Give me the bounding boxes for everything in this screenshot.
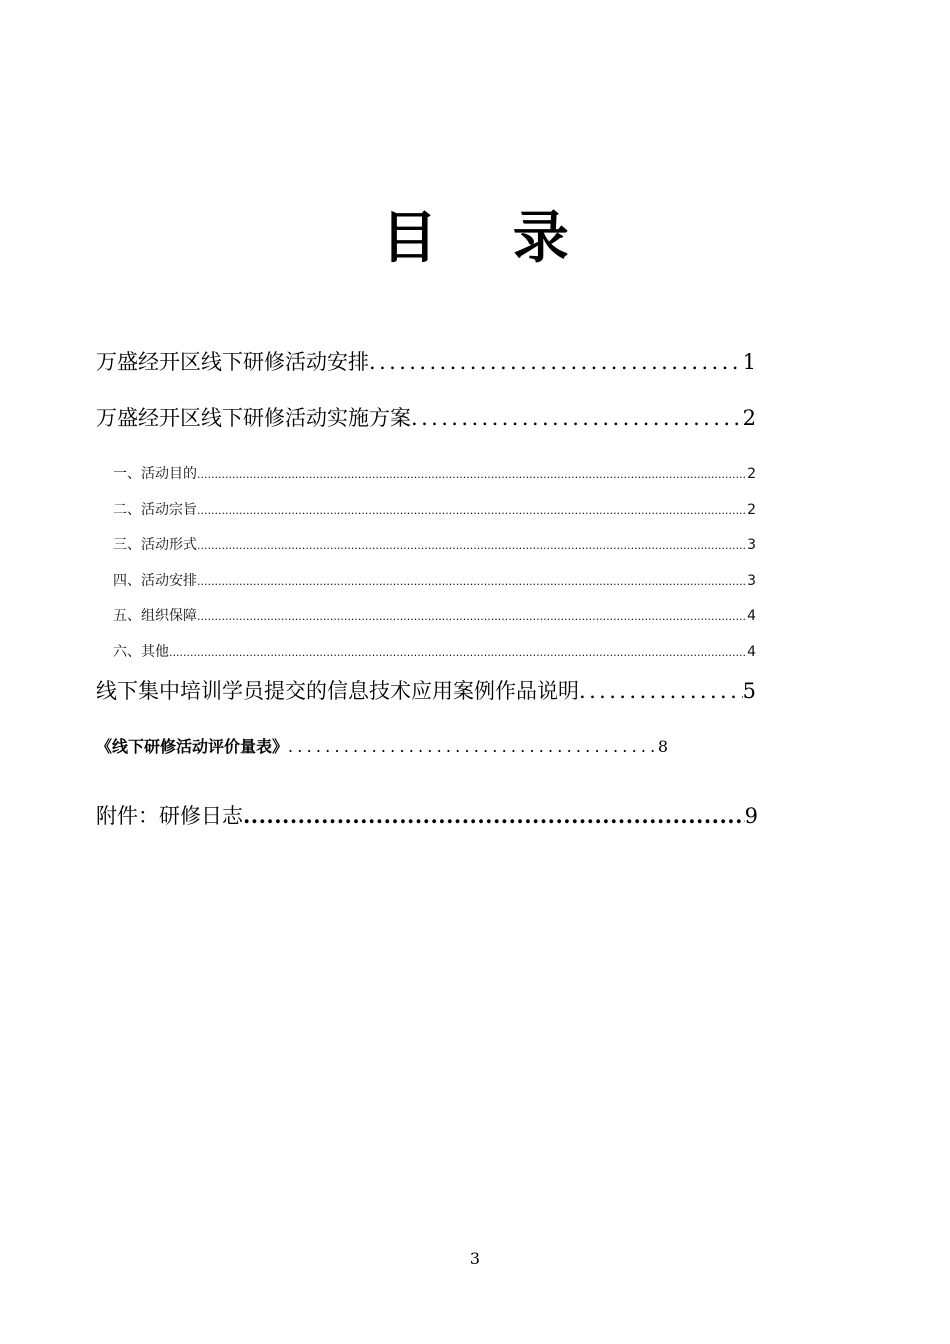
toc-entry-page: 8 <box>657 737 668 756</box>
toc-entry-label: 万盛经开区线下研修活动安排 <box>96 350 369 374</box>
toc-entry-purpose[interactable] <box>113 464 756 485</box>
toc-entry-label: 万盛经开区线下研修活动实施方案 <box>96 406 411 430</box>
toc-entry-other[interactable] <box>113 642 756 663</box>
toc-entry-page: 5 <box>742 679 756 703</box>
toc-entry-page: 2 <box>747 466 756 482</box>
toc-leader-dots <box>197 536 747 556</box>
toc-entry-page: 1 <box>742 350 756 374</box>
toc-leader-dots <box>579 676 743 706</box>
toc-entry-label: 附件：研修日志 <box>96 804 243 828</box>
toc-entry-evaluation-form[interactable] <box>96 735 668 759</box>
toc-leader-dots <box>169 643 747 663</box>
toc-entry-label: 二、活动宗旨 <box>113 502 197 518</box>
toc-leader-dots <box>197 607 747 627</box>
toc-entry-arrangement[interactable] <box>113 571 756 592</box>
toc-entry-label: 《线下研修活动评价量表》 <box>96 737 289 756</box>
toc-entry-organization[interactable] <box>113 606 756 627</box>
toc-entry-annex-journal[interactable] <box>96 801 758 831</box>
toc-leader-dots <box>369 347 743 377</box>
toc-leader-dots <box>197 465 747 485</box>
toc-leader-dots <box>288 735 658 759</box>
toc-entry-activity-schedule[interactable] <box>96 347 756 377</box>
toc-entry-tenet[interactable] <box>113 500 756 521</box>
toc-entry-label: 四、活动安排 <box>113 573 197 589</box>
page-title: 目 录 <box>381 206 597 271</box>
toc-leader-dots <box>197 572 747 592</box>
toc-entry-page: 4 <box>747 644 756 660</box>
toc-leader-dots <box>243 801 745 831</box>
toc-entry-page: 9 <box>744 804 758 828</box>
toc-entry-page: 4 <box>747 608 756 624</box>
toc-entry-label: 一、活动目的 <box>113 466 197 482</box>
toc-leader-dots <box>197 501 747 521</box>
toc-leader-dots <box>411 403 743 433</box>
toc-entry-implementation-plan[interactable] <box>96 403 756 433</box>
page-number: 3 <box>469 1249 481 1268</box>
toc-entry-label: 五、组织保障 <box>113 608 197 624</box>
toc-entry-label: 六、其他 <box>113 644 169 660</box>
toc-entry-label: 三、活动形式 <box>113 537 197 553</box>
toc-entry-page: 2 <box>747 502 756 518</box>
toc-entry-page: 2 <box>742 406 756 430</box>
toc-entry-format[interactable] <box>113 535 756 556</box>
toc-entry-page: 3 <box>747 537 756 553</box>
toc-entry-page: 3 <box>747 573 756 589</box>
toc-entry-label: 线下集中培训学员提交的信息技术应用案例作品说明 <box>96 679 579 703</box>
toc-entry-case-description[interactable] <box>96 676 756 706</box>
